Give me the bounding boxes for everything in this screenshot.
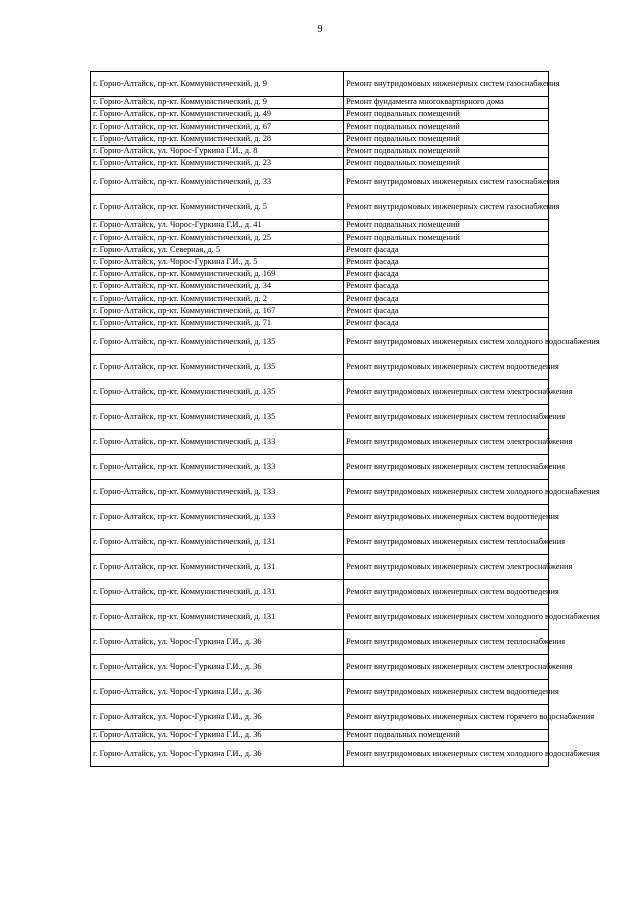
table-row xyxy=(91,429,549,454)
table-row xyxy=(91,157,549,169)
work-type-cell: Ремонт подвальных помещений xyxy=(344,220,549,232)
table-row xyxy=(91,170,549,195)
table-row xyxy=(91,704,549,729)
table-row xyxy=(91,742,549,767)
table-row xyxy=(91,579,549,604)
work-type-cell: Ремонт внутридомовых инженерных систем водоотведения xyxy=(344,504,549,529)
address-cell: г. Горно-Алтайск, ул. Чорос-Гуркина Г.И., д. 36 xyxy=(91,704,344,729)
address-cell: г. Горно-Алтайск, пр-кт. Коммунистический, д. 25 xyxy=(91,232,344,244)
work-type-cell: Ремонт фасада xyxy=(344,293,549,305)
work-type-cell: Ремонт подвальных помещений xyxy=(344,729,549,741)
address-cell: г. Горно-Алтайск, пр-кт. Коммунистический, д. 49 xyxy=(91,109,344,121)
work-type-cell: Ремонт подвальных помещений xyxy=(344,232,549,244)
work-type-cell: Ремонт подвальных помещений xyxy=(344,121,549,133)
table-row xyxy=(91,232,549,244)
work-type-cell: Ремонт внутридомовых инженерных систем газоснабжения xyxy=(344,72,549,97)
work-type-cell: Ремонт внутридомовых инженерных систем холодного водоснабжения xyxy=(344,742,549,767)
address-cell: г. Горно-Алтайск, пр-кт. Коммунистический, д. 9 xyxy=(91,72,344,97)
table-row xyxy=(91,293,549,305)
table-row xyxy=(91,604,549,629)
address-cell: г. Горно-Алтайск, пр-кт. Коммунистический, д. 133 xyxy=(91,454,344,479)
address-cell: г. Горно-Алтайск, пр-кт. Коммунистический, д. 131 xyxy=(91,554,344,579)
table-row xyxy=(91,244,549,256)
work-type-cell: Ремонт внутридомовых инженерных систем теплоснабжения xyxy=(344,529,549,554)
address-cell: г. Горно-Алтайск, ул. Чорос-Гуркина Г.И., д. 36 xyxy=(91,679,344,704)
address-cell: г. Горно-Алтайск, ул. Чорос-Гуркина Г.И., д. 41 xyxy=(91,220,344,232)
work-type-cell: Ремонт подвальных помещений xyxy=(344,133,549,145)
address-cell: г. Горно-Алтайск, пр-кт. Коммунистический, д. 133 xyxy=(91,479,344,504)
work-type-cell: Ремонт подвальных помещений xyxy=(344,157,549,169)
work-type-cell: Ремонт фасада xyxy=(344,244,549,256)
table-row xyxy=(91,729,549,741)
address-cell: г. Горно-Алтайск, пр-кт. Коммунистический, д. 2 xyxy=(91,293,344,305)
address-cell: г. Горно-Алтайск, пр-кт. Коммунистический, д. 167 xyxy=(91,305,344,317)
address-cell: г. Горно-Алтайск, ул. Чорос-Гуркина Г.И., д. 36 xyxy=(91,654,344,679)
table-row xyxy=(91,479,549,504)
works-table xyxy=(90,71,600,767)
address-cell: г. Горно-Алтайск, пр-кт. Коммунистический, д. 133 xyxy=(91,429,344,454)
table-row xyxy=(91,379,549,404)
work-type-cell: Ремонт внутридомовых инженерных систем газоснабжения xyxy=(344,170,549,195)
address-cell: г. Горно-Алтайск, пр-кт. Коммунистический, д. 169 xyxy=(91,268,344,280)
table-row xyxy=(91,97,549,109)
work-type-cell: Ремонт внутридомовых инженерных систем электроснабжения xyxy=(344,554,549,579)
table-row xyxy=(91,317,549,329)
address-cell: г. Горно-Алтайск, ул. Северная, д. 5 xyxy=(91,244,344,256)
work-type-cell: Ремонт фасада xyxy=(344,317,549,329)
table-row xyxy=(91,220,549,232)
work-type-cell: Ремонт внутридомовых инженерных систем водоотведения xyxy=(344,679,549,704)
address-cell: г. Горно-Алтайск, пр-кт. Коммунистический, д. 5 xyxy=(91,195,344,220)
table-row xyxy=(91,354,549,379)
work-type-cell: Ремонт внутридомовых инженерных систем электроснабжения xyxy=(344,429,549,454)
address-cell: г. Горно-Алтайск, пр-кт. Коммунистический, д. 133 xyxy=(91,504,344,529)
address-cell: г. Горно-Алтайск, пр-кт. Коммунистический, д. 135 xyxy=(91,404,344,429)
address-cell: г. Горно-Алтайск, пр-кт. Коммунистический, д. 135 xyxy=(91,329,344,354)
address-cell: г. Горно-Алтайск, пр-кт. Коммунистический, д. 34 xyxy=(91,281,344,293)
work-type-cell: Ремонт фундамента многоквартирного дома xyxy=(344,97,549,109)
table-row xyxy=(91,195,549,220)
address-cell: г. Горно-Алтайск, пр-кт. Коммунистический, д. 131 xyxy=(91,604,344,629)
work-type-cell: Ремонт фасада xyxy=(344,268,549,280)
work-type-cell: Ремонт внутридомовых инженерных систем теплоснабжения xyxy=(344,629,549,654)
work-type-cell: Ремонт внутридомовых инженерных систем холодного водоснабжения xyxy=(344,329,549,354)
work-type-cell: Ремонт внутридомовых инженерных систем теплоснабжения xyxy=(344,404,549,429)
work-type-cell: Ремонт подвальных помещений xyxy=(344,109,549,121)
work-type-cell: Ремонт внутридомовых инженерных систем газоснабжения xyxy=(344,195,549,220)
address-cell: г. Горно-Алтайск, ул. Чорос-Гуркина Г.И., д. 5 xyxy=(91,256,344,268)
work-type-cell: Ремонт внутридомовых инженерных систем электроснабжения xyxy=(344,654,549,679)
address-cell: г. Горно-Алтайск, ул. Чорос-Гуркина Г.И., д. 36 xyxy=(91,729,344,741)
work-type-cell: Ремонт внутридомовых инженерных систем холодного водоснабжения xyxy=(344,479,549,504)
table-row xyxy=(91,329,549,354)
table-row xyxy=(91,145,549,157)
table-row xyxy=(91,305,549,317)
table-row xyxy=(91,109,549,121)
address-cell: г. Горно-Алтайск, пр-кт. Коммунистический, д. 28 xyxy=(91,133,344,145)
work-type-cell: Ремонт внутридомовых инженерных систем холодного водоснабжения xyxy=(344,604,549,629)
table-row xyxy=(91,529,549,554)
work-type-cell: Ремонт внутридомовых инженерных систем теплоснабжения xyxy=(344,454,549,479)
address-cell: г. Горно-Алтайск, ул. Чорос-Гуркина Г.И., д. 36 xyxy=(91,742,344,767)
works-table-body xyxy=(91,72,600,767)
work-type-cell: Ремонт внутридомовых инженерных систем электроснабжения xyxy=(344,379,549,404)
table-row xyxy=(91,654,549,679)
table-row xyxy=(91,281,549,293)
table-row xyxy=(91,121,549,133)
table-row xyxy=(91,454,549,479)
page-number: 9 xyxy=(317,24,323,35)
table-row xyxy=(91,679,549,704)
address-cell: г. Горно-Алтайск, пр-кт. Коммунистический, д. 9 xyxy=(91,97,344,109)
table-row xyxy=(91,554,549,579)
table-row xyxy=(91,268,549,280)
work-type-cell: Ремонт фасада xyxy=(344,256,549,268)
table-row xyxy=(91,404,549,429)
table-row xyxy=(91,72,549,97)
address-cell: г. Горно-Алтайск, пр-кт. Коммунистический, д. 135 xyxy=(91,379,344,404)
address-cell: г. Горно-Алтайск, пр-кт. Коммунистический, д. 71 xyxy=(91,317,344,329)
table-row xyxy=(91,133,549,145)
address-cell: г. Горно-Алтайск, пр-кт. Коммунистический, д. 23 xyxy=(91,157,344,169)
address-cell: г. Горно-Алтайск, пр-кт. Коммунистический, д. 135 xyxy=(91,354,344,379)
work-type-cell: Ремонт подвальных помещений xyxy=(344,145,549,157)
table-row xyxy=(91,504,549,529)
address-cell: г. Горно-Алтайск, пр-кт. Коммунистический, д. 131 xyxy=(91,529,344,554)
work-type-cell: Ремонт внутридомовых инженерных систем горячего водоснабжения xyxy=(344,704,549,729)
address-cell: г. Горно-Алтайск, ул. Чорос-Гуркина Г.И., д. 36 xyxy=(91,629,344,654)
work-type-cell: Ремонт внутридомовых инженерных систем водоотведения xyxy=(344,579,549,604)
table-row xyxy=(91,256,549,268)
address-cell: г. Горно-Алтайск, пр-кт. Коммунистический, д. 131 xyxy=(91,579,344,604)
table-row xyxy=(91,629,549,654)
address-cell: г. Горно-Алтайск, пр-кт. Коммунистический, д. 67 xyxy=(91,121,344,133)
work-type-cell: Ремонт внутридомовых инженерных систем водоотведения xyxy=(344,354,549,379)
address-cell: г. Горно-Алтайск, ул. Чорос-Гуркина Г.И., д. 8 xyxy=(91,145,344,157)
address-cell: г. Горно-Алтайск, пр-кт. Коммунистический, д. 33 xyxy=(91,170,344,195)
work-type-cell: Ремонт фасада xyxy=(344,305,549,317)
work-type-cell: Ремонт фасада xyxy=(344,281,549,293)
